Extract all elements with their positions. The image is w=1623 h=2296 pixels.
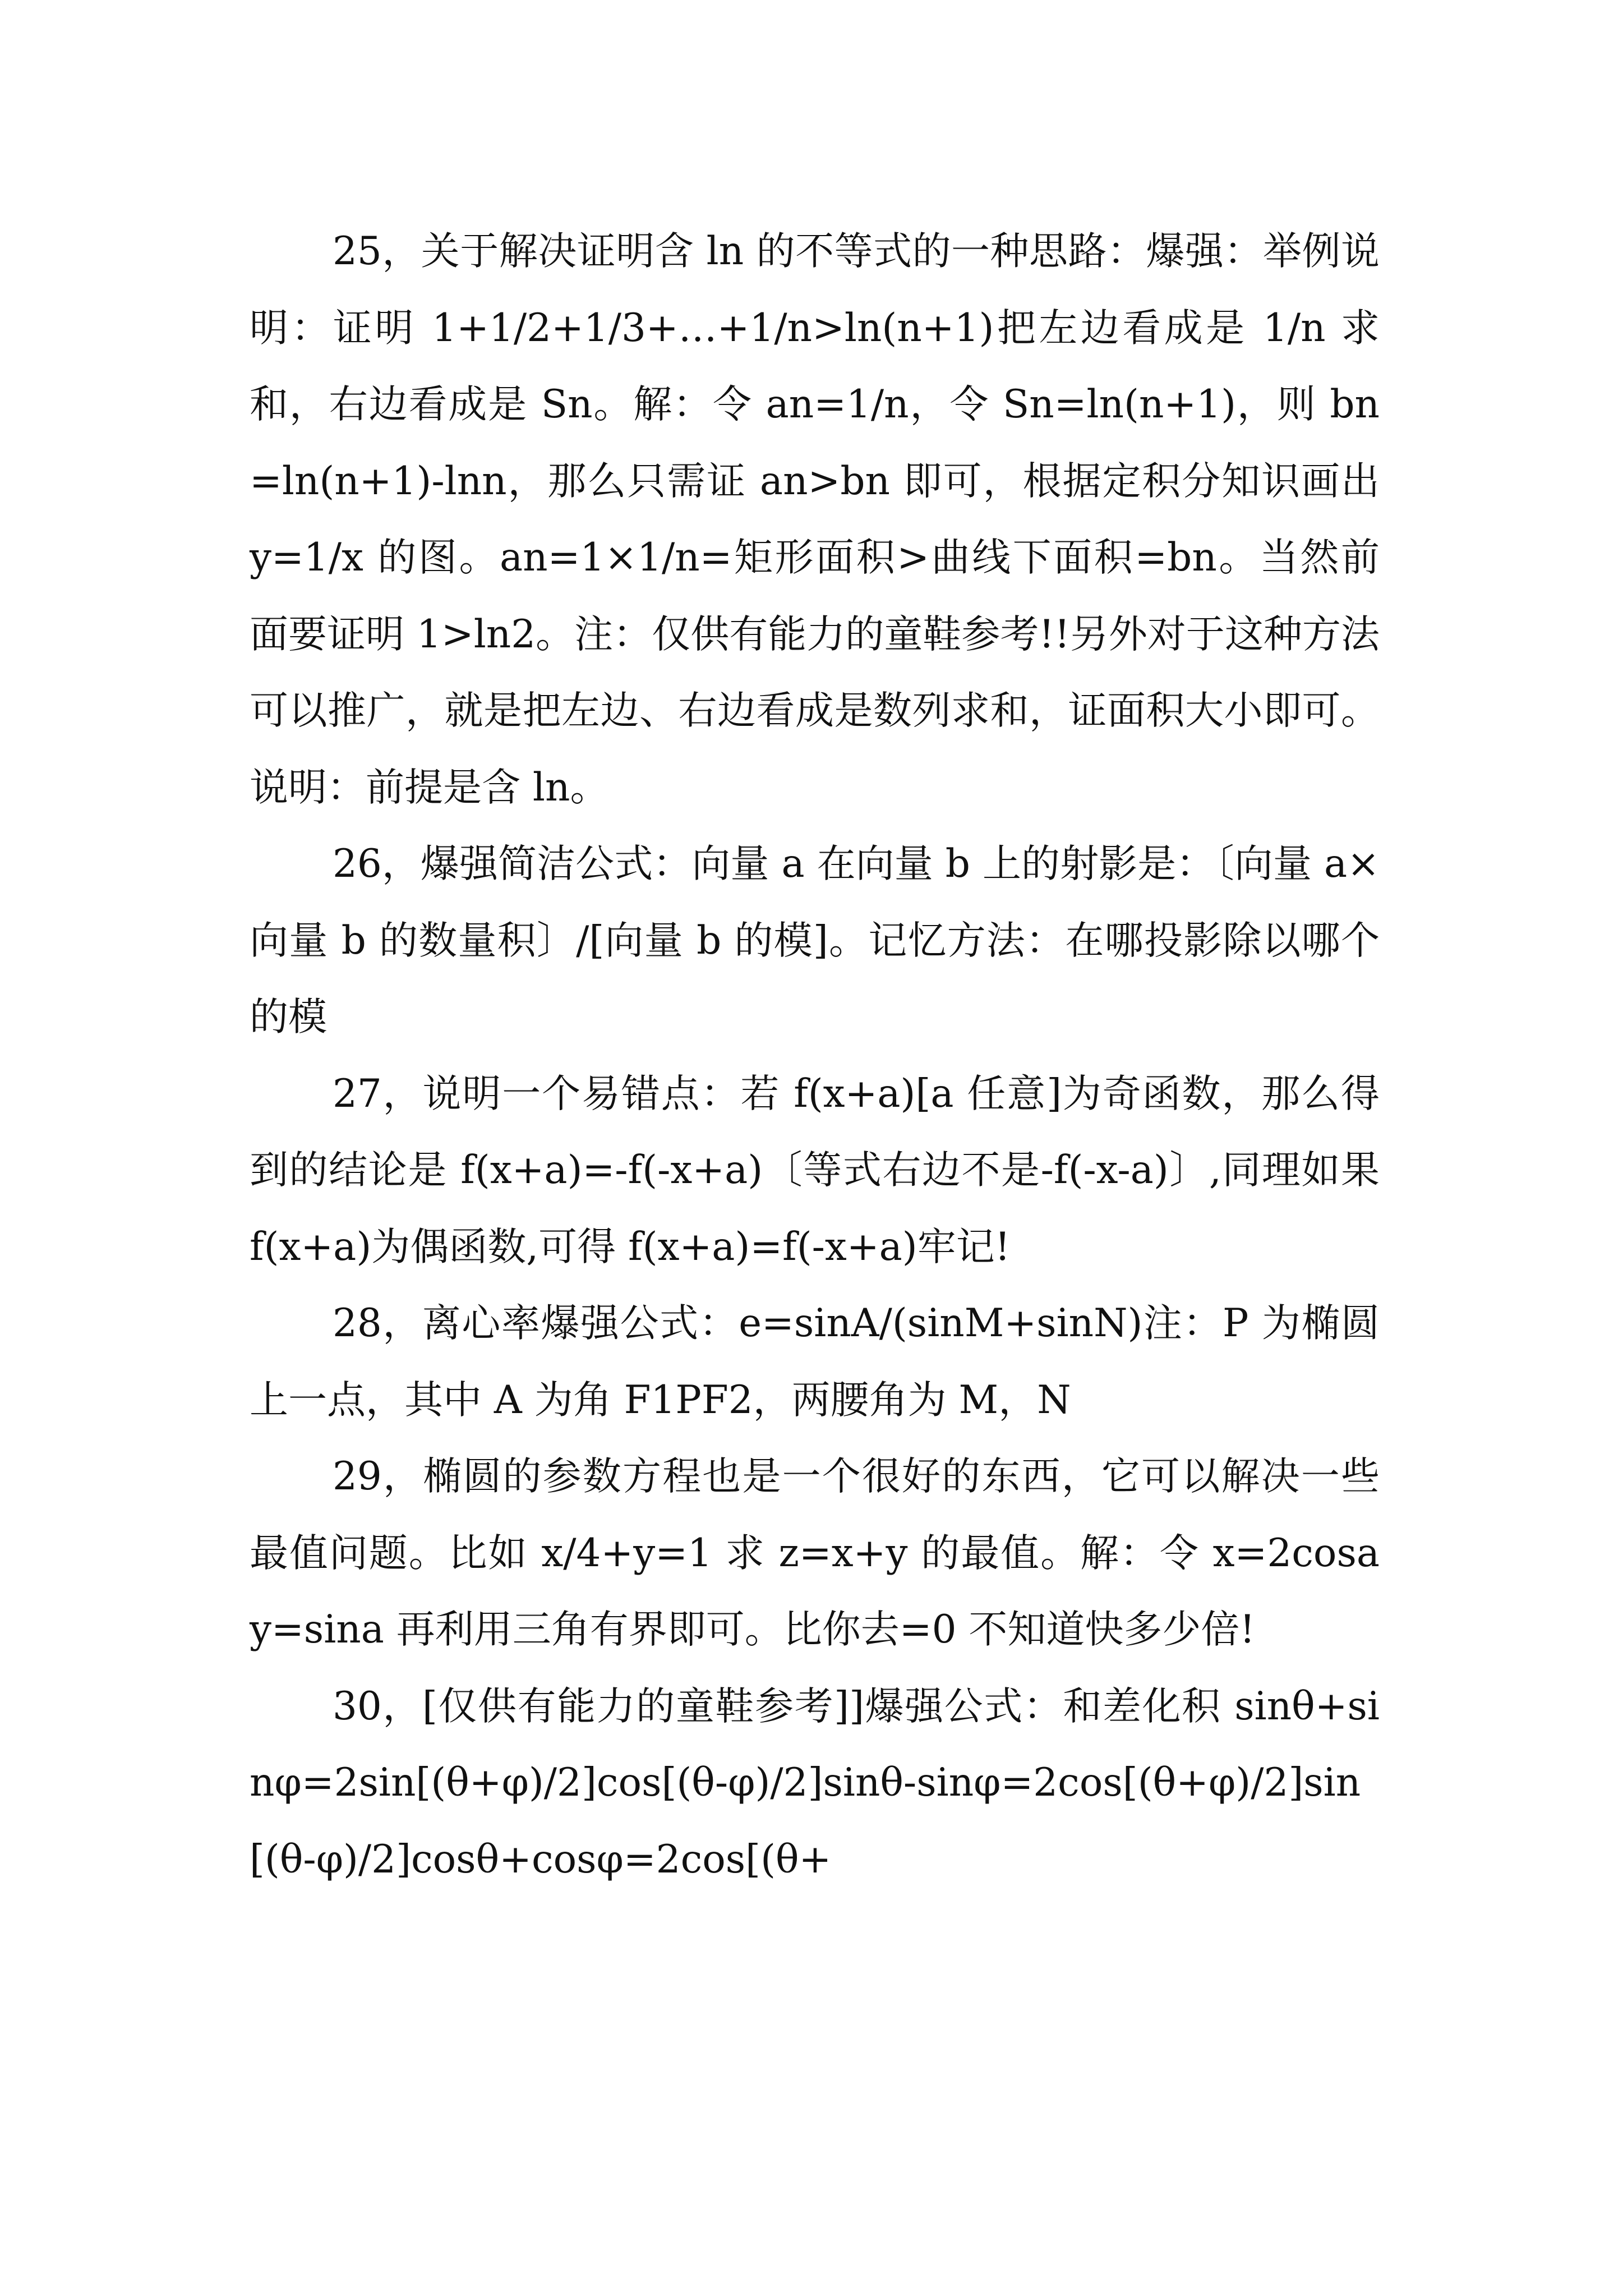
- paragraph-28: 28，离心率爆强公式：e=sinA/(sinM+sinN)注：P 为椭圆上一点，其中 A 为角 F1PF2，两腰角为 M，N: [250, 1301, 1380, 1423]
- document-body: [250, 213, 1380, 1898]
- paragraph-30: 30，[仅供有能力的童鞋参考]]爆强公式：和差化积 sinθ+sinφ=2sin[(θ+φ)/2]cos[(θ-φ)/2]sinθ-sinφ=2cos[(θ+φ)/2]sin[(θ-φ)/2]cosθ+cosφ=2cos[(θ+: [250, 1683, 1380, 1882]
- paragraph-29: 29，椭圆的参数方程也是一个很好的东西，它可以解决一些最值问题。比如 x/4+y=1 求 z=x+y 的最值。解：令 x=2cosay=sina 再利用三角有界即可。比你去=0 不知道快多少倍!: [250, 1454, 1380, 1652]
- paragraph-26: 26，爆强简洁公式：向量 a 在向量 b 上的射影是：〔向量 a×向量 b 的数量积〕/[向量 b 的模]。记忆方法：在哪投影除以哪个的模: [250, 841, 1380, 1039]
- paragraph-25: 25，关于解决证明含 ln 的不等式的一种思路：爆强：举例说明：证明 1+1/2+1/3+…+1/n>ln(n+1)把左边看成是 1/n 求和，右边看成是 Sn。解：令 an=1/n，令 Sn=ln(n+1)，则 bn=ln(n+1)-lnn，那么只需证 an>bn 即可，根据定积分知识画出 y=1/x 的图。an=1×1/n=矩形面积>曲线下面积=bn。当然前面要证明 1>ln2。注：仅供有能力的童鞋参考!!另外对于这种方法可以推广，就是把左边、右边看成是数列求和，证面积大小即可。说明：前提是含 ln。: [250, 229, 1380, 810]
- paragraph-27: 27，说明一个易错点：若 f(x+a)[a 任意]为奇函数，那么得到的结论是 f(x+a)=-f(-x+a)〔等式右边不是-f(-x-a)〕,同理如果 f(x+a)为偶函数,可得 f(x+a)=f(-x+a)牢记!: [250, 1071, 1380, 1269]
